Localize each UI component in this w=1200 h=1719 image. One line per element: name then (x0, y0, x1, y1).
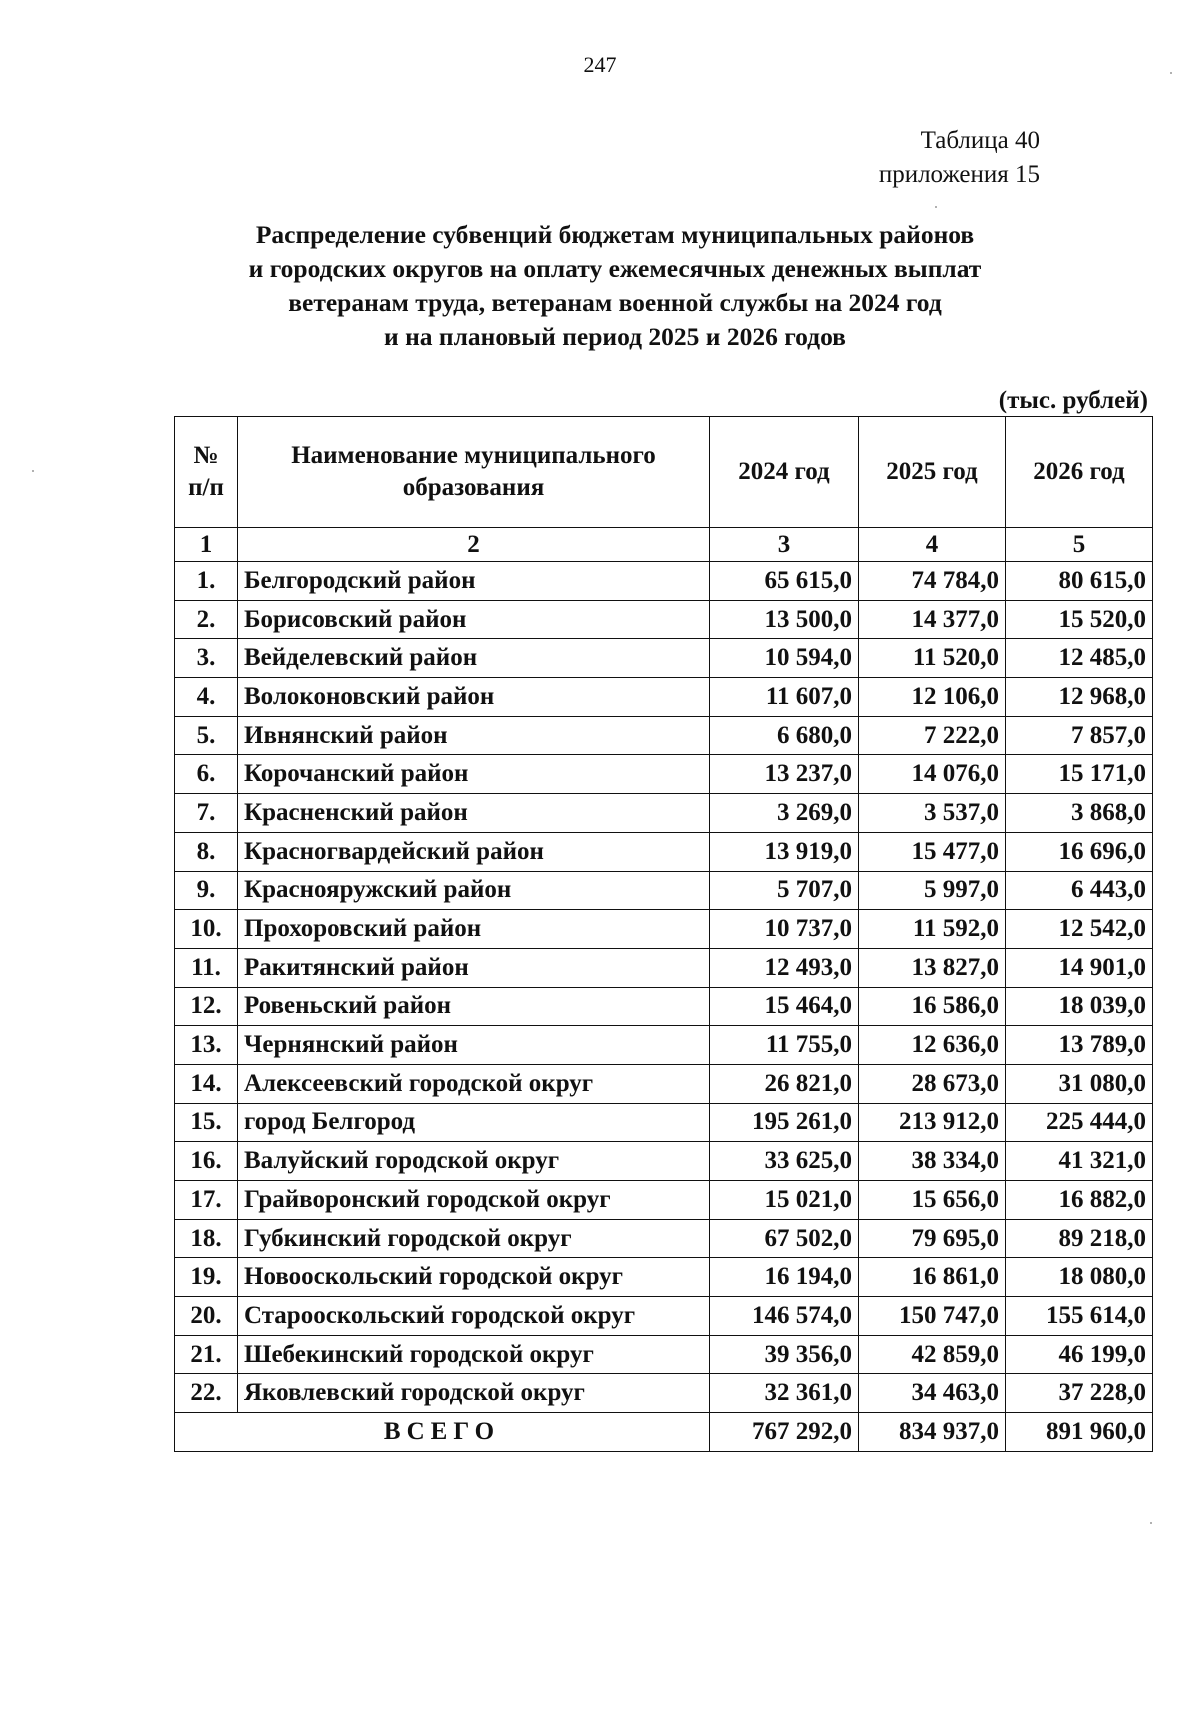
value-2025: 15 656,0 (859, 1181, 1006, 1220)
scan-speck (1170, 72, 1172, 74)
total-2025: 834 937,0 (859, 1413, 1006, 1452)
row-number: 22. (175, 1374, 238, 1413)
table-row (175, 910, 1153, 949)
value-2025: 38 334,0 (859, 1142, 1006, 1181)
municipality-name: Ракитянский район (238, 948, 710, 987)
value-2026: 15 520,0 (1006, 600, 1153, 639)
scan-speck (1150, 1522, 1152, 1524)
value-2024: 195 261,0 (710, 1103, 859, 1142)
table-row (175, 562, 1153, 601)
municipality-name: Белгородский район (238, 562, 710, 601)
municipality-name: Волоконовский район (238, 678, 710, 717)
value-2026: 41 321,0 (1006, 1142, 1153, 1181)
title-line-1: Распределение субвенций бюджетам муниципальных районов (255, 220, 975, 249)
column-number-row (175, 528, 1153, 562)
municipality-name: Ивнянский район (238, 716, 710, 755)
table-row (175, 1335, 1153, 1374)
table-row (175, 1026, 1153, 1065)
value-2024: 11 607,0 (710, 678, 859, 717)
table-row (175, 1297, 1153, 1336)
header-2024: 2024 год (710, 417, 859, 528)
value-2025: 12 636,0 (859, 1026, 1006, 1065)
value-2024: 12 493,0 (710, 948, 859, 987)
municipality-name: Чернянский район (238, 1026, 710, 1065)
units-label: (тыс. рублей) (998, 387, 1148, 414)
scan-speck (935, 206, 937, 208)
value-2025: 11 592,0 (859, 910, 1006, 949)
row-number: 11. (175, 948, 238, 987)
municipality-name: Старооскольский городской округ (238, 1297, 710, 1336)
table-row (175, 1142, 1153, 1181)
table-row (175, 600, 1153, 639)
value-2026: 12 968,0 (1006, 678, 1153, 717)
value-2024: 32 361,0 (710, 1374, 859, 1413)
value-2024: 6 680,0 (710, 716, 859, 755)
caption-table-number: Таблица 40 (920, 127, 1040, 154)
row-number: 19. (175, 1258, 238, 1297)
table-row (175, 1219, 1153, 1258)
column-number: 1 (175, 528, 238, 562)
value-2026: 12 542,0 (1006, 910, 1153, 949)
row-number: 7. (175, 794, 238, 833)
row-number: 13. (175, 1026, 238, 1065)
row-number: 17. (175, 1181, 238, 1220)
row-number: 21. (175, 1335, 238, 1374)
row-number: 6. (175, 755, 238, 794)
row-number: 12. (175, 987, 238, 1026)
value-2024: 5 707,0 (710, 871, 859, 910)
value-2024: 65 615,0 (710, 562, 859, 601)
value-2025: 28 673,0 (859, 1064, 1006, 1103)
row-number: 14. (175, 1064, 238, 1103)
value-2025: 5 997,0 (859, 871, 1006, 910)
row-number: 2. (175, 600, 238, 639)
table-row (175, 1374, 1153, 1413)
table-row (175, 1064, 1153, 1103)
table-row (175, 639, 1153, 678)
municipality-name: Вейделевский район (238, 639, 710, 678)
value-2025: 34 463,0 (859, 1374, 1006, 1413)
value-2025: 13 827,0 (859, 948, 1006, 987)
caption-appendix: приложения 15 (878, 161, 1040, 188)
page-number: 247 (583, 52, 617, 77)
title-line-2: и городских округов на оплату ежемесячных денежных выплат (248, 254, 982, 283)
value-2025: 7 222,0 (859, 716, 1006, 755)
municipality-name: Борисовский район (238, 600, 710, 639)
value-2024: 10 737,0 (710, 910, 859, 949)
row-number: 18. (175, 1219, 238, 1258)
value-2026: 15 171,0 (1006, 755, 1153, 794)
value-2025: 16 861,0 (859, 1258, 1006, 1297)
value-2024: 15 464,0 (710, 987, 859, 1026)
value-2024: 3 269,0 (710, 794, 859, 833)
total-row (175, 1413, 1153, 1452)
value-2024: 15 021,0 (710, 1181, 859, 1220)
municipality-name: Ровеньский район (238, 987, 710, 1026)
value-2026: 18 080,0 (1006, 1258, 1153, 1297)
municipality-name: Красногвардейский район (238, 832, 710, 871)
value-2024: 146 574,0 (710, 1297, 859, 1336)
municipality-name: Корочанский район (238, 755, 710, 794)
column-number: 4 (859, 528, 1006, 562)
table-row (175, 832, 1153, 871)
municipality-name: город Белгород (238, 1103, 710, 1142)
value-2025: 16 586,0 (859, 987, 1006, 1026)
value-2026: 31 080,0 (1006, 1064, 1153, 1103)
header-row (175, 417, 1153, 528)
row-number: 20. (175, 1297, 238, 1336)
value-2025: 14 076,0 (859, 755, 1006, 794)
row-number: 3. (175, 639, 238, 678)
total-label: ВСЕГО (175, 1413, 710, 1452)
value-2025: 213 912,0 (859, 1103, 1006, 1142)
title-line-3: ветеранам труда, ветеранам военной службы на 2024 год (288, 288, 942, 317)
value-2024: 13 500,0 (710, 600, 859, 639)
total-2026: 891 960,0 (1006, 1413, 1153, 1452)
value-2026: 6 443,0 (1006, 871, 1153, 910)
scan-speck (32, 470, 34, 472)
municipality-name: Краснояружский район (238, 871, 710, 910)
table-row (175, 1103, 1153, 1142)
row-number: 10. (175, 910, 238, 949)
municipality-name: Грайворонский городской округ (238, 1181, 710, 1220)
row-number: 1. (175, 562, 238, 601)
value-2024: 13 237,0 (710, 755, 859, 794)
value-2025: 11 520,0 (859, 639, 1006, 678)
value-2024: 16 194,0 (710, 1258, 859, 1297)
municipality-name: Валуйский городской округ (238, 1142, 710, 1181)
row-number: 5. (175, 716, 238, 755)
municipality-name: Красненский район (238, 794, 710, 833)
value-2026: 225 444,0 (1006, 1103, 1153, 1142)
table-caption (879, 124, 1040, 192)
table-row (175, 1181, 1153, 1220)
table-row (175, 948, 1153, 987)
total-2024: 767 292,0 (710, 1413, 859, 1452)
value-2024: 26 821,0 (710, 1064, 859, 1103)
row-number: 16. (175, 1142, 238, 1181)
municipality-name: Шебекинский городской округ (238, 1335, 710, 1374)
document-title (160, 218, 1070, 354)
title-line-4: и на плановый период 2025 и 2026 годов (384, 322, 846, 351)
subvention-table (174, 416, 1153, 1452)
table-row (175, 987, 1153, 1026)
value-2024: 67 502,0 (710, 1219, 859, 1258)
row-number: 4. (175, 678, 238, 717)
value-2026: 89 218,0 (1006, 1219, 1153, 1258)
value-2026: 18 039,0 (1006, 987, 1153, 1026)
value-2025: 42 859,0 (859, 1335, 1006, 1374)
value-2026: 80 615,0 (1006, 562, 1153, 601)
value-2024: 10 594,0 (710, 639, 859, 678)
value-2026: 155 614,0 (1006, 1297, 1153, 1336)
table-row (175, 755, 1153, 794)
value-2024: 33 625,0 (710, 1142, 859, 1181)
value-2025: 74 784,0 (859, 562, 1006, 601)
value-2024: 39 356,0 (710, 1335, 859, 1374)
value-2024: 11 755,0 (710, 1026, 859, 1065)
value-2026: 13 789,0 (1006, 1026, 1153, 1065)
value-2026: 46 199,0 (1006, 1335, 1153, 1374)
value-2026: 14 901,0 (1006, 948, 1153, 987)
value-2025: 79 695,0 (859, 1219, 1006, 1258)
header-2026: 2026 год (1006, 417, 1153, 528)
municipality-name: Яковлевский городской округ (238, 1374, 710, 1413)
header-name: Наименование муниципального образования (238, 417, 710, 528)
column-number: 2 (238, 528, 710, 562)
value-2025: 14 377,0 (859, 600, 1006, 639)
value-2025: 15 477,0 (859, 832, 1006, 871)
value-2025: 150 747,0 (859, 1297, 1006, 1336)
value-2026: 12 485,0 (1006, 639, 1153, 678)
municipality-name: Алексеевский городской округ (238, 1064, 710, 1103)
table-row (175, 871, 1153, 910)
table-row (175, 1258, 1153, 1297)
row-number: 15. (175, 1103, 238, 1142)
table-row (175, 716, 1153, 755)
value-2026: 7 857,0 (1006, 716, 1153, 755)
header-num: № п/п (175, 417, 238, 528)
municipality-name: Новооскольский городской округ (238, 1258, 710, 1297)
value-2025: 12 106,0 (859, 678, 1006, 717)
value-2026: 3 868,0 (1006, 794, 1153, 833)
municipality-name: Прохоровский район (238, 910, 710, 949)
municipality-name: Губкинский городской округ (238, 1219, 710, 1258)
column-number: 5 (1006, 528, 1153, 562)
table-row (175, 794, 1153, 833)
value-2026: 37 228,0 (1006, 1374, 1153, 1413)
value-2025: 3 537,0 (859, 794, 1006, 833)
header-2025: 2025 год (859, 417, 1006, 528)
table-row (175, 678, 1153, 717)
row-number: 8. (175, 832, 238, 871)
value-2026: 16 882,0 (1006, 1181, 1153, 1220)
value-2024: 13 919,0 (710, 832, 859, 871)
row-number: 9. (175, 871, 238, 910)
value-2026: 16 696,0 (1006, 832, 1153, 871)
column-number: 3 (710, 528, 859, 562)
